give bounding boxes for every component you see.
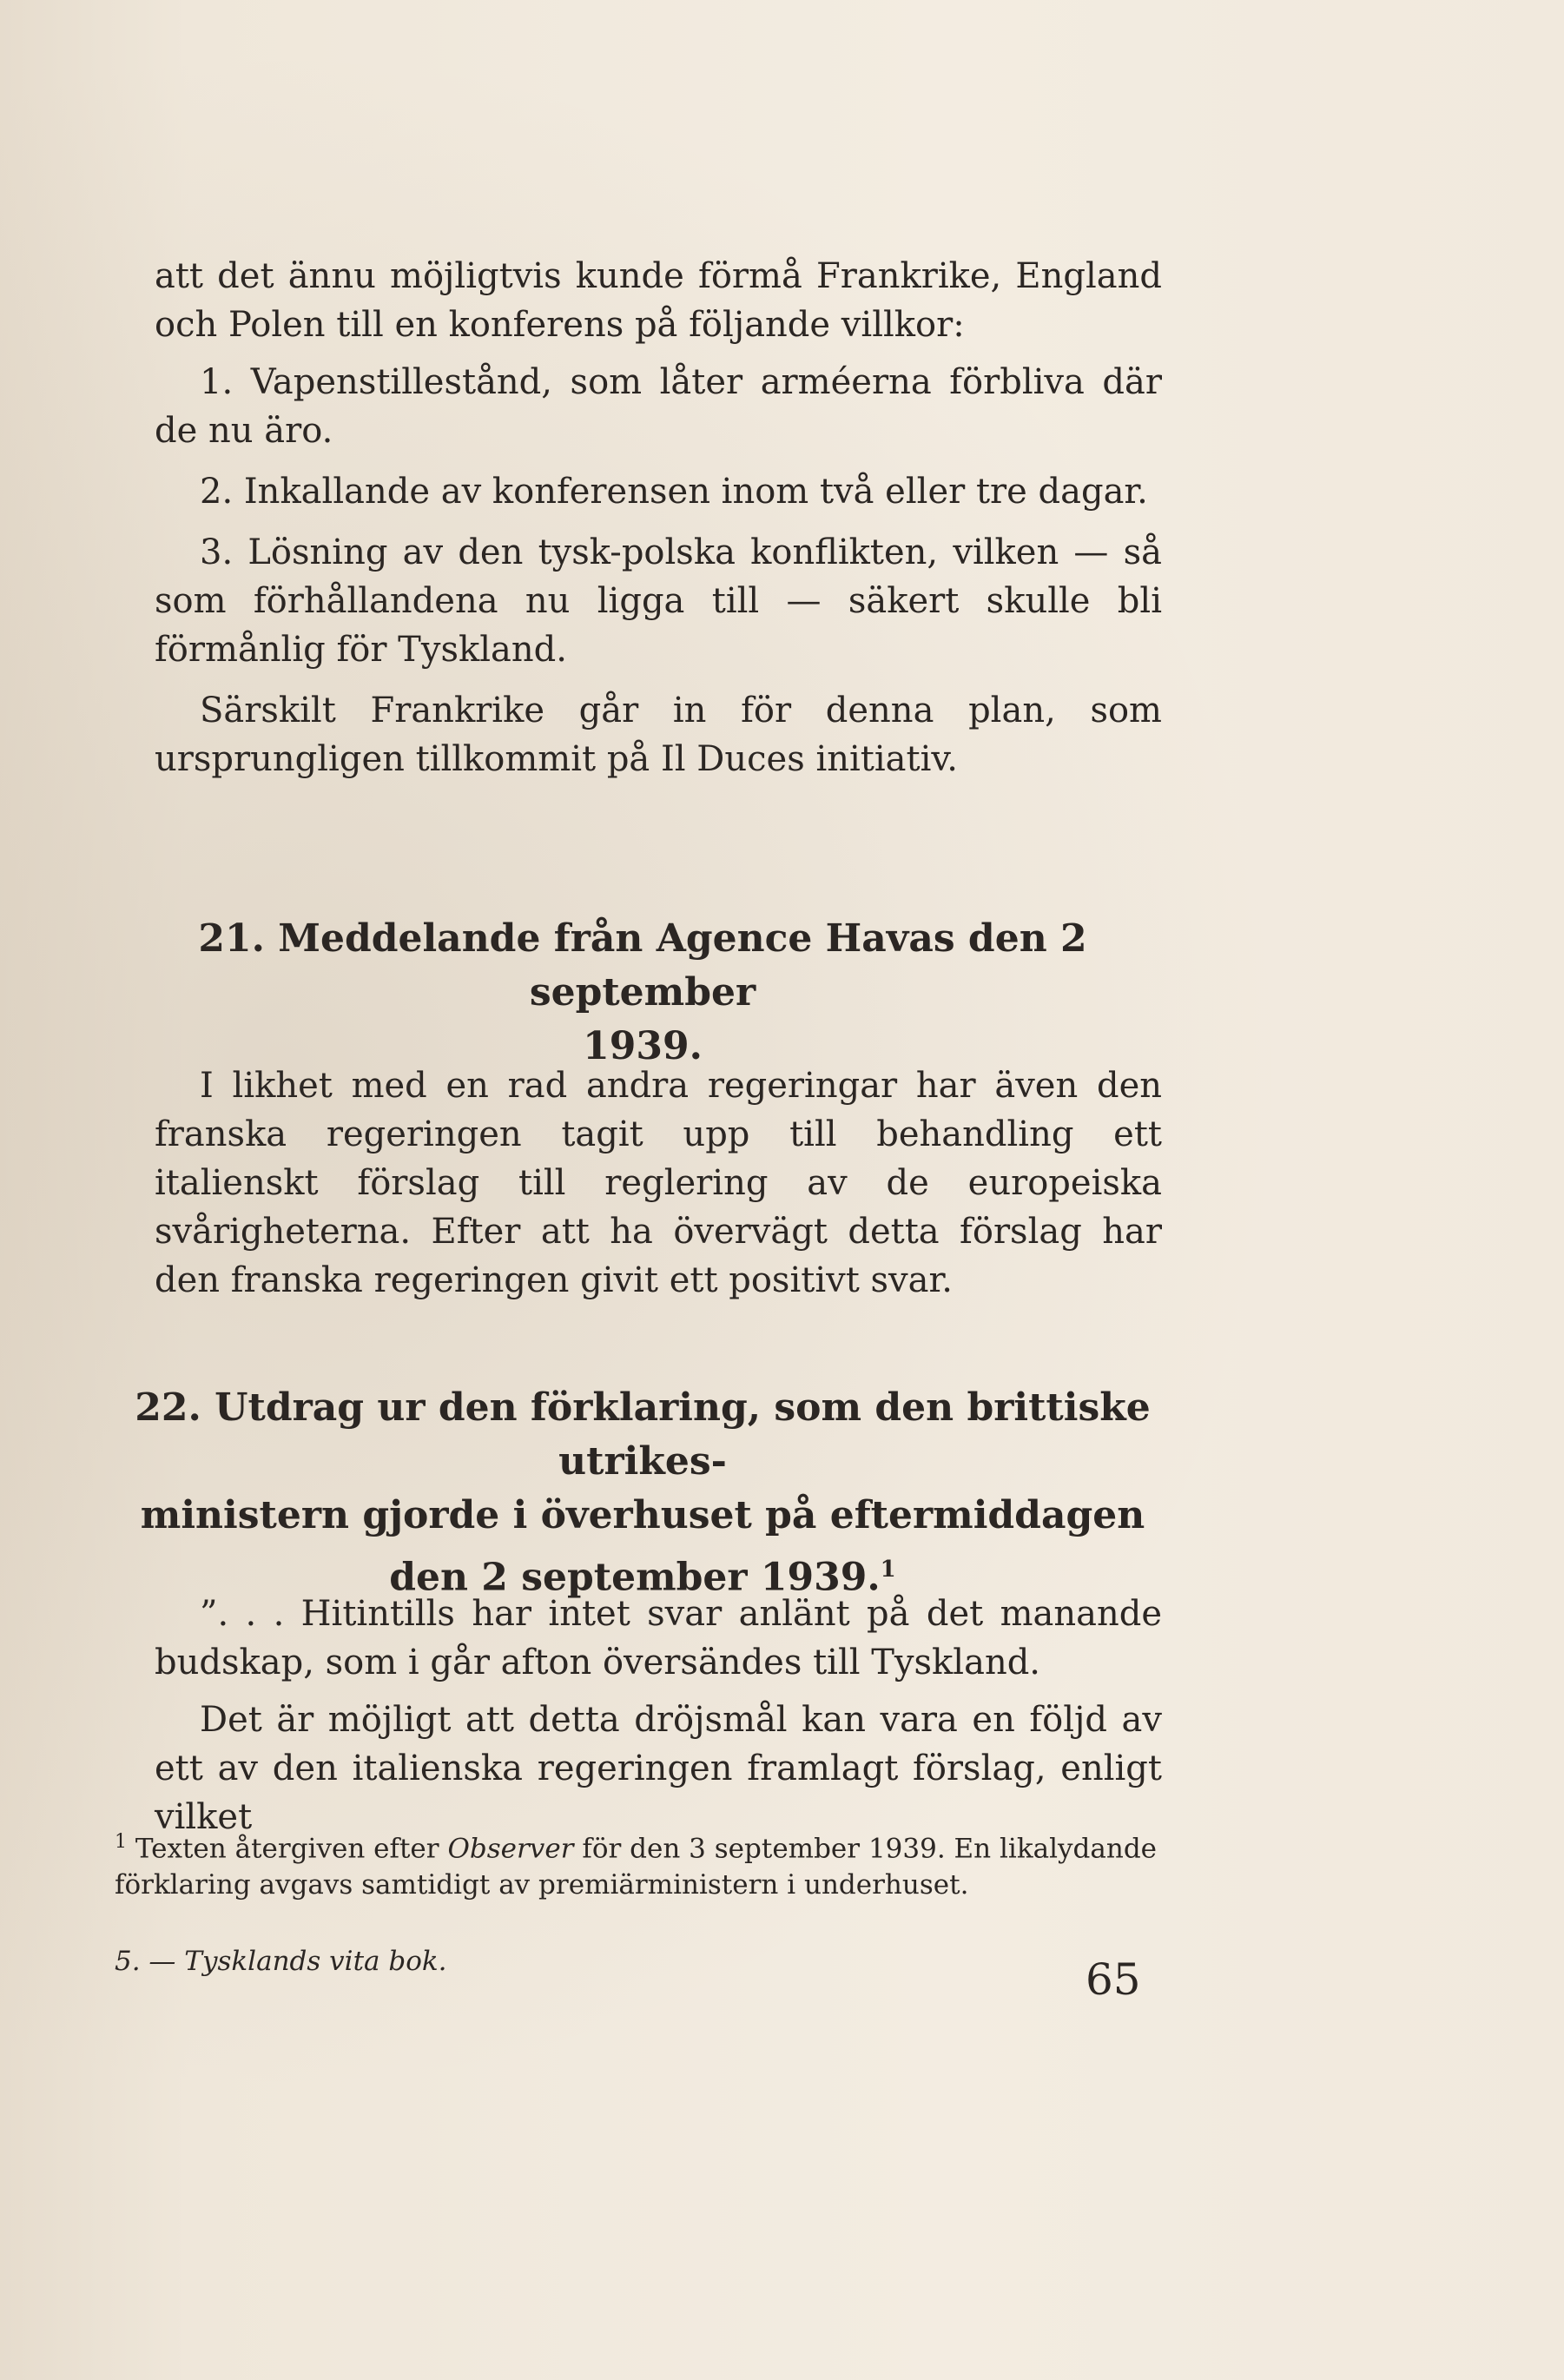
list-item-3: 3. Lösning av den tysk-polska konflikten, vilken — så som förhållandena nu ligga till — säkert skulle bli förmånlig för Tyskland. bbox=[155, 532, 1162, 670]
section-22-paragraph-2: Det är möjligt att detta dröjsmål kan vara en följd av ett av den italienska regeringen framlagt förslag, enligt vilket bbox=[155, 1700, 1162, 1837]
section-22-heading-line3-text: den 2 september 1939. bbox=[389, 1555, 881, 1600]
section-21-heading-line1: 21. Meddelande från Agence Havas den 2 september bbox=[198, 916, 1087, 1015]
section-21-body bbox=[155, 1061, 1162, 1313]
page-number: 65 bbox=[1086, 1954, 1141, 2005]
intro-block bbox=[155, 252, 1162, 792]
footnote-text-after: för den 3 september 1939. En likalydande förklaring avgavs samtidigt av premiärministern i underhuset. bbox=[115, 1833, 1158, 1901]
section-21-heading-line2: 1939. bbox=[583, 1024, 703, 1068]
section-21-paragraph: I likhet med en rad andra regeringar har även den franska regeringen tagit upp till behandling ett italienskt förslag till reglering av de europeiska svårigheterna. Efter att ha övervägt detta förslag har den franska regeringen givit ett positivt svar. bbox=[155, 1066, 1162, 1300]
list-item-1: 1. Vapenstillestånd, som låter arméerna förbliva där de nu äro. bbox=[155, 362, 1162, 451]
section-22-heading-line1: 22. Utdrag ur den förklaring, som den brittiske utrikes- bbox=[135, 1385, 1151, 1484]
footnote-mark: 1 bbox=[115, 1831, 127, 1853]
section-21-heading bbox=[122, 912, 1164, 1074]
footnote-source: Observer bbox=[447, 1833, 574, 1865]
section-22-paragraph-1: ”. . . Hitintills har intet svar anlänt på det manande budskap, som i går afton översändes till Tyskland. bbox=[155, 1594, 1162, 1683]
section-22-heading bbox=[122, 1381, 1164, 1605]
list-item-2: 2. Inkallande av konferensen inom två eller tre dagar. bbox=[200, 472, 1148, 512]
footnote bbox=[115, 1824, 1157, 1903]
section-22-body bbox=[155, 1590, 1162, 1850]
signature-line: 5. — Tysklands vita bok. bbox=[115, 1946, 447, 1977]
intro-closing: Särskilt Frankrike går in för denna plan, som ursprungligen tillkommit på Il Duces initiativ. bbox=[155, 691, 1162, 779]
section-22-heading-line2: ministern gjorde i överhuset på eftermiddagen bbox=[140, 1493, 1145, 1537]
intro-line: att det ännu möjligtvis kunde förmå Frankrike, England och Polen till en konferens på följande villkor: bbox=[155, 256, 1162, 345]
footnote-reference: 1 bbox=[880, 1557, 896, 1583]
footnote-text-before: Texten återgiven efter bbox=[135, 1833, 448, 1865]
